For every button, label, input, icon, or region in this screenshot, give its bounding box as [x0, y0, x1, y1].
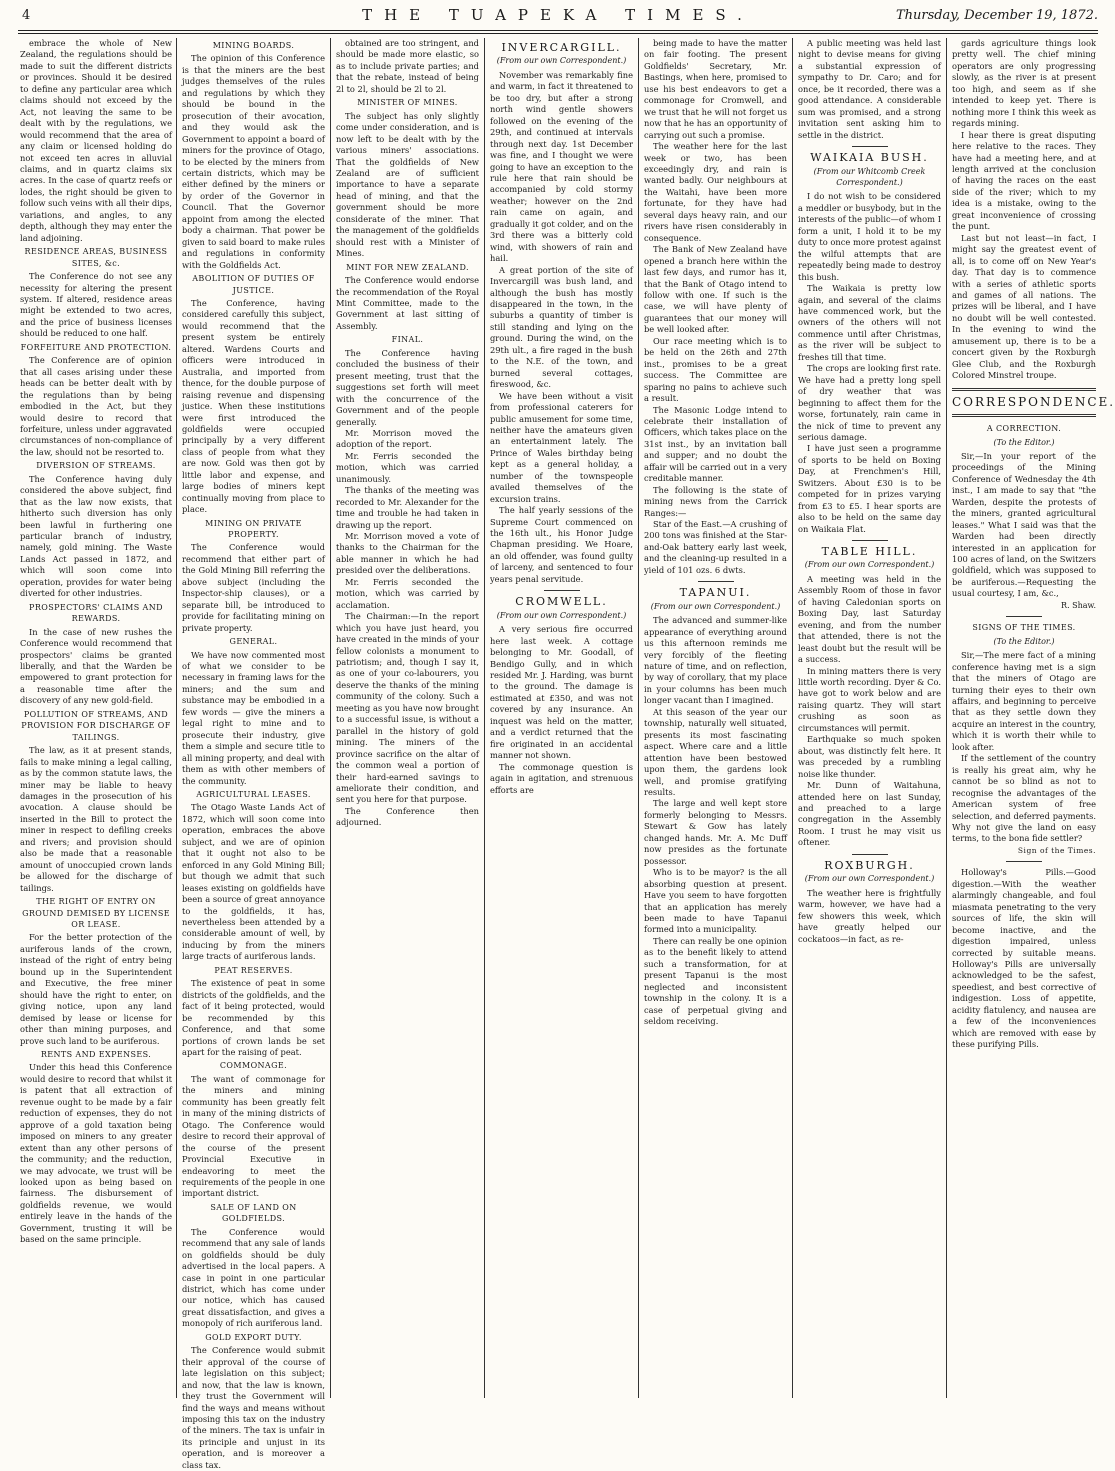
article-paragraph: The advanced and summer-like appearance of everything around us this afternoon reminds me very forcibly of the fleeting nature of time, and on reflection, by way of corollary, that my place in your columns has been much longer vacant than I imagined.	[644, 615, 787, 706]
article-paragraph: We have now commented most of what we consider to be necessary in framing laws for the miners; and the sum and substance may be embodied in a few words — give the miners a legal right to mine and to prosecute their industry, give them a simple and secure title to all mining property, and deal with them as with other members of the community.	[182, 649, 325, 786]
masthead-rule	[18, 30, 1098, 31]
section-heading: MINING ON PRIVATE PROPERTY.	[205, 518, 302, 540]
article-paragraph: The law, as it at present stands, fails to make mining a legal calling, as by the common statute laws, the miner may be liable to heavy damages in the prosecution of his avocation. A clause should be inserted in the Bill to protect the miner in respect to defiling creeks and rivers; and provision should also be made that a reasonable amount of unoccupied crown lands be allowed for the discharge of tailings.	[20, 745, 172, 893]
article-paragraph: The Conference, having considered carefully this subject, would recommend that the present system be entirely altered. Wardens Courts and officers were introduced in Australia, and imported from thence, for the double purpose of raising revenue and dispensing justice. When these institutions were first introduced the goldfields were occupied principally by a very different class of people from what they are now. Gold was then got by little labor and expense, and large bodies of miners kept continually moving from place to place.	[182, 297, 325, 515]
section-rule	[952, 388, 1096, 391]
section-rule	[952, 414, 1096, 417]
column-divider	[330, 38, 331, 1398]
section-heading: ABOLITION OF DUTIES OF JUSTICE.	[192, 274, 315, 295]
article-paragraph: A great portion of the site of Invercargill was bush land, and although the bush has mostly disappeared in the town, in the suburbs a quantity of timber is still standing and lying on the ground. During the wind, on the 29th ult., a fire raged in the bush to the N.E. of the town, and burned several cottages, fireswood, &c.	[490, 264, 633, 390]
section-rule	[1006, 616, 1042, 617]
article-paragraph: A public meeting was held last night to devise means for giving a substantial expression of sympathy to Dr. Caro; and for once, be it recorded, there was a good attendance. A considerable sum was promised, and a strong invitation sent asking him to settle in the district.	[798, 38, 941, 140]
column-1	[20, 38, 172, 1400]
article-paragraph: embrace the whole of New Zealand, the regulations should be made to suit the different districts or provinces. Should it be desired to define any particular area which claims should not exceed by the Act, not leaving the same to be dealt with by the regulations, we would recommend that the area of any claim or licensed holding do not exceed ten acres in alluvial claims, and in quartz claims six acres. In the case of quartz reefs or lodes, the right should be given to follow such veins with all their dips, variations, and angles, to any depth, although they may enter the land adjoining.	[20, 38, 172, 243]
column-divider	[792, 38, 793, 1398]
section-heading: CROMWELL.	[515, 595, 608, 609]
section-heading: AGRICULTURAL LEASES.	[196, 790, 311, 799]
article-paragraph: Last but not least—in fact, I might say the greatest event of all, is to come off on New Year's day. That day is to commence with a series of athletic sports and games of all nations. The prizes will be liberal, and I have no doubt will be well contested. In the evening to wind the amusement up, there is to be a concert given by the Roxburgh Glee Club, and the Roxburgh Colored Minstrel troupe.	[952, 232, 1096, 381]
column-divider	[638, 38, 639, 1398]
article-paragraph: Sir,—The mere fact of a mining conference having met is a sign that the miners of Otago are turning their eyes to their own affairs, and beginning to perceive that as they settle down they acquire an interest in the country, which it is worth their while to look after.	[952, 650, 1096, 752]
article-paragraph: For the better protection of the auriferous lands of the crown, instead of the right of entry being bound up in the Superintendent and Executive, the free miner should have the right to enter, on giving notice, upon any land demised by lease or license for other than mining purposes, and prove such land to be auriferous.	[20, 932, 172, 1046]
section-heading: TAPANUI.	[679, 586, 752, 600]
article-paragraph: The following is the state of mining news from the Carrick Ranges:—	[644, 484, 787, 518]
section-heading: SALE OF LAND ON GOLDFIELDS.	[210, 1202, 297, 1224]
letter-heading: SIGNS OF THE TIMES.	[972, 623, 1076, 633]
article-paragraph: The thanks of the meeting was recorded to Mr. Alexander for the time and trouble he had taken in drawing up the report.	[336, 485, 479, 530]
article-paragraph: The large and well kept store formerly belonging to Messrs. Stewart & Gow has lately changed hands. Mr. A. Mc Duff now presides as the fortunate possessor.	[644, 798, 787, 866]
article-paragraph: The opinion of this Conference is that the miners are the best judges themselves of the rules and regulations by which they should be bound in the prosecution of their avocation, and they would ask the Government to appoint a board of miners for the province of Otago, to be elected by the miners from certain districts, which may be either defined by the miners or by order of the Governor in Council. That the Governor appoint from among the elected body a chairman. That power be given to said board to make rules and regulations in conformity with the Goldfields Act.	[182, 53, 325, 270]
masthead-rule-2	[18, 33, 1098, 34]
newspaper-title: THE TUAPEKA TIMES.	[362, 6, 754, 24]
section-heading: MINT FOR NEW ZEALAND.	[346, 262, 469, 272]
section-heading: MINISTER OF MINES.	[357, 98, 458, 108]
article-paragraph: The Conference would recommend that either part of the Gold Mining Bill referring the above subject (including the Inspector-ship clauses), or a separate bill, be introduced to provide for facilitating mining on private property.	[182, 542, 325, 633]
article-paragraph: The Masonic Lodge intend to celebrate their installation of Officers, which takes place on the 31st inst., by an invitation ball and supper; and no doubt the affair will be carried out in a very creditable manner.	[644, 404, 787, 484]
article-paragraph: Under this head this Conference would desire to record that whilst it is patent that all extraction of revenue ought to be made by a fair reduction of expenses, they do not approve of a gold taxation being imposed on miners to any greater extent than any other persons of the community; and the reduction, we may advocate, we trust will be looked upon as being based on fairness. The disbursement of goldfields revenue, we would entirely leave in the hands of the Government, trusting it will be based on the same principle.	[20, 1062, 172, 1245]
section-heading: RENTS AND EXPENSES.	[40, 1049, 152, 1059]
section-heading: INVERCARGILL.	[501, 41, 622, 54]
article-paragraph: The want of commonage for the miners and mining community has been greatly felt in many of the mining districts of Otago. The Conference would desire to record their approval of the course of the present Provincial Executive in endeavoring to meet the requirements of the people in one important district.	[182, 1073, 325, 1199]
section-heading: WAIKAIA BUSH.	[810, 151, 929, 165]
article-paragraph: I have just seen a programme of sports to be held on Boxing Day, at Frenchmen's Hill, Switzers. About £30 is to be competed for in prizes varying from £3 to £5. I hear sports are also to be held on the same day on Waikaia Flat.	[798, 443, 941, 534]
column-divider	[946, 38, 947, 1398]
article-paragraph: Mr. Morrison moved the adoption of the report.	[336, 427, 479, 450]
section-heading: POLLUTION OF STREAMS, AND PROVISION FOR DISCHARGE OF TAILINGS.	[21, 709, 171, 742]
column-divider	[484, 38, 485, 1398]
section-heading: PEAT RESERVES.	[214, 965, 293, 975]
section-heading: GENERAL.	[229, 637, 278, 647]
article-paragraph: There can really be one opinion as to the benefit likely to attend such a transformation, for at present Tapanui is the most neglected and inconsistent township in the colony. It is a case of perpetual giving and seldom receiving.	[644, 935, 787, 1027]
article-paragraph: At this season of the year our township, naturally well situated, presents its most fascinating aspect. Where care and a little attention have been bestowed upon them, the gardens look well, and promise gratifying results.	[644, 706, 787, 797]
section-heading: CORRESPONDENCE.	[952, 394, 1115, 409]
column-3	[336, 38, 479, 1400]
article-paragraph: The Bank of New Zealand have opened a branch here within the last few days, and rumor has it, that the Bank of Otago intend to follow with one. If such is the case, we will have plenty of guarantees that our money will be well looked after.	[644, 244, 787, 335]
article-paragraph: A meeting was held in the Assembly Room of those in favor of having Caledonian sports on Boxing Day, last Saturday evening, and from the number that attended, there is not the least doubt but the result will be a success.	[798, 573, 941, 665]
section-heading: FORFEITURE AND PROTECTION.	[20, 342, 172, 352]
article-paragraph: The Conference would recommend that any sale of lands on goldfields should be duly advertised in the local papers. A case in point in one particular district, which has come under our notice, which has caused great dissatisfaction, and gives a monopoly of rich auriferous land.	[182, 1226, 325, 1329]
article-paragraph: The Conference are of opinion that all cases arising under these heads can be better dealt with by the regulations than by being embodied in the Act, but they would desire to record that forfeiture, unless under aggravated circumstances of non-compliance of the law, should not be resorted to.	[20, 355, 172, 457]
article-paragraph: The existence of peat in some districts of the goldfields, and the fact of it being protected, would be recommended by this Conference, and that some portions of crown lands be set apart for the raising of peat.	[182, 978, 325, 1057]
section-heading: GOLD EXPORT DUTY.	[205, 1332, 302, 1342]
letter-signature: Sign of the Times.	[1017, 845, 1096, 855]
section-heading: MINING BOARDS.	[212, 41, 295, 50]
masthead	[18, 6, 1098, 30]
section-subheading: (From our own Correspondent.)	[804, 874, 935, 884]
column-5	[644, 38, 787, 1400]
section-heading: DIVERSION OF STREAMS.	[36, 461, 156, 471]
article-paragraph: We have been without a visit from professional caterers for public amusement for some time, neither have the amateurs given an entertainment lately. The Prince of Wales birthday being kept as a general holiday, a number of the townspeople availed themselves of the excursion trains.	[490, 390, 633, 504]
article-paragraph: If the settlement of the country is really his great aim, why he cannot be so blind as not to recognise the advantages of the American system of free selection, and deferred payments. Why not give the land on easy terms, to the bona fide settler?	[952, 753, 1096, 844]
section-subheading: (From our own Correspondent.)	[650, 601, 781, 611]
article-paragraph: Mr. Morrison moved a vote of thanks to the Chairman for the able manner in which he had presided over the deliberations.	[336, 531, 479, 576]
section-rule	[852, 854, 888, 855]
article-paragraph: being made to have the matter on fair footing. The present Goldfields' Secretary, Mr. Bastings, when here, promised to use his best endeavors to get a commonage for Cromwell, and we trust that he will not forget us now that he has an opportunity of carrying out such a promise.	[644, 38, 787, 140]
column-7	[952, 38, 1115, 1400]
section-subheading: (From our Whitcomb Creek Correspondent.)	[813, 166, 926, 187]
section-heading: THE RIGHT OF ENTRY ON GROUND DEMISED BY LICENSE OR LEASE.	[22, 897, 170, 929]
section-heading: RESIDENCE AREAS, BUSINESS SITES, &c.	[24, 247, 168, 268]
article-paragraph: gards agriculture things look pretty well. The chief mining operators are only progressing slowly, as the river is at present too high, and seem as if she intended to keep yet. There is nothing more I think this week as regards mining.	[952, 38, 1096, 129]
article-paragraph: obtained are too stringent, and should be made more elastic, so as to include private parties; and that the rebate, instead of being 2l to 2l, should be 2l to 2l.	[336, 38, 479, 94]
column-2	[182, 38, 325, 1470]
column-4	[490, 38, 633, 1400]
letter-signature: R. Shaw.	[1061, 600, 1096, 610]
article-paragraph: I hear there is great disputing here relative to the races. They have had a meeting here, and at length arrived at the conclusion of having the races on the east side of the river; which to my idea is a mistake, owing to the great inconvenience of crossing the punt.	[952, 129, 1096, 232]
letter-subheading: (To the Editor.)	[993, 636, 1055, 646]
section-subheading: (From our own Correspondent.)	[804, 560, 935, 570]
section-heading: TABLE HILL.	[821, 545, 918, 559]
article-paragraph: The Otago Waste Lands Act of 1872, which will soon come into operation, embraces the above subject, and we are of opinion that it ought not also to be enforced in any Gold Mining Bill; but though we admit that such leases existing on goldfields have been a source of great annoyance to the goldfields, it has, nevertheless been attended by a considerable amount of well, by inducing by from the miners large tracts of auriferous lands.	[182, 802, 325, 962]
page-number: 4	[22, 8, 31, 23]
article-paragraph: Mr. Ferris seconded the motion, which was carried by acclamation.	[336, 576, 479, 610]
column-divider	[176, 38, 177, 1398]
article-paragraph: The commonage question is again in agitation, and strenuous efforts are	[490, 761, 633, 795]
article-paragraph: Mr. Dunn of Waitahuna, attended here on last Sunday, and preached to a large congregation in the Assembly Room. I trust he may visit us oftener.	[798, 780, 941, 848]
section-subheading: (From our own Correspondent.)	[496, 56, 627, 66]
article-paragraph: The weather here for the last week or two, has been exceedingly dry, and rain is wanted badly. Our neighbours at the Waitahi, have been more fortunate, for they have had several days heavy rain, and our rivers have risen considerably in consequence.	[644, 141, 787, 243]
section-subheading: (From our own Correspondent.)	[496, 610, 627, 620]
article-paragraph: I do not wish to be considered a meddler or busybody, but in the interests of the public—of whom I form a unit, I hold it to be my duty to once more protest against the wilful attempts that are repeatedly being made to destroy this bush.	[798, 191, 941, 282]
article-paragraph: The Conference do not see any necessity for altering the present system. If altered, residence areas might be extended to two acres, and the price of business licenses should be reduced to one half.	[20, 271, 172, 339]
article-paragraph: A very serious fire occurred here last week. A cottage belonging to Mr. Goodall, of Bendigo Gully, and in which resided Mr. J. Harding, was burnt to the ground. The damage is estimated at £350, and was not covered by any insurance. An inquest was held on the matter, and a verdict returned that the fire originated in an accidental manner not shown.	[490, 624, 633, 761]
article-paragraph: In the case of new rushes the Conference would recommend that prospectors' claims be granted liberally, and that the Warden be empowered to grant protection for a reasonable time after the discovery of any new gold-field.	[20, 626, 172, 706]
section-rule	[544, 590, 580, 591]
article-paragraph: Earthquake so much spoken about, was distinctly felt here. It was preceded by a rumbling noise like thunder.	[798, 734, 941, 779]
issue-date: Thursday, December 19, 1872.	[895, 8, 1098, 23]
section-rule	[1006, 861, 1042, 862]
article-paragraph: The Conference would submit their approval of the course of late legislation on this subject; and now, that the law is known, they trust the Government will find the ways and means without imposing this tax on the industry of the miners. The tax is unfair in its principle and unjust in its operation, and is moreover a class tax.	[182, 1345, 325, 1470]
section-heading: ROXBURGH.	[824, 858, 915, 872]
article-paragraph: Star of the East.—A crushing of 200 tons was finished at the Star-and-Oak battery early last week, and the cleaning-up resulted in a yield of 101 ozs. 6 dwts.	[644, 519, 787, 575]
article-paragraph: In mining matters there is very little worth recording. Dyer & Co. have got to work below and are raising quartz. They will start crushing as soon as circumstances will permit.	[798, 665, 941, 733]
article-paragraph: Our race meeting which is to be held on the 26th and 27th inst., promises to be a great success. The Committee are sparing no pains to achieve such a result.	[644, 335, 787, 404]
section-heading: PROSPECTORS' CLAIMS AND REWARDS.	[29, 602, 163, 624]
section-rule	[852, 146, 888, 147]
letter-subheading: (To the Editor.)	[993, 437, 1055, 447]
article-paragraph: The crops are looking first rate. We have had a pretty long spell of dry weather that was beginning to affect them for the worse, fortunately, rain came in the nick of time to prevent any serious damage.	[798, 363, 941, 442]
article-paragraph: The weather here is frightfully warm, however, we have had a few showers this week, which have greatly helped our cockatoos—in fact, as re-	[798, 887, 941, 944]
article-paragraph: Sir,—In your report of the proceedings of the Mining Conference of Wednesday the 4th inst., I am made to say that "the Warden, despite the protests of the miners, granted agricultural leases." What I said was that the Warden had been directly interested in an application for 100 acres of land, on the Switzers goldfield, which was supposed to be auriferous.—Requesting the usual courtesy, I am, &c.,	[952, 450, 1096, 599]
section-heading: FINAL.	[391, 335, 424, 345]
article-paragraph: The Waikaia is pretty low again, and several of the claims have commenced work, but the owners of the others will not commence until after Christmas, as the river will be subject to freshes till that time.	[798, 283, 941, 362]
article-paragraph: November was remarkably fine and warm, in fact it threatened to be too dry, but after a strong north wind gentle showers followed on the evening of the 29th, and continued at intervals through next day. 1st December was fine, and I thought we were going to have an exception to the rule here that rain should be accompanied by cold stormy weather; however on the 2nd rain came on again, and gradually it got colder, and on the 3rd there was a bitterly cold wind, with showers of rain and hail.	[490, 69, 634, 264]
article-paragraph: The Conference having concluded the business of their present meeting, trust that the suggestions set forth will meet with the concurrence of the Government and of the people generally.	[336, 347, 479, 427]
article-paragraph: The Conference having duly considered the above subject, find that as the law now exists, that hitherto such diversion has only been lawful in furthering one particular branch of industry, namely, gold mining. The Waste Lands Act passed in 1872, and which will soon come into operation, provides for water being diverted for other industries.	[20, 473, 172, 599]
section-heading: COMMONAGE.	[219, 1061, 288, 1071]
article-paragraph: The Conference then adjourned.	[336, 805, 479, 828]
article-paragraph: The subject has only slightly come under consideration, and is now left to be dealt with by the various miners' associations. That the goldfields of New Zealand are of sufficient importance to have a separate head of mining, and that the government should be more considerate of the miner. That the management of the goldfields should rest with a Minister of Mines.	[336, 110, 479, 259]
section-rule	[852, 540, 888, 541]
article-paragraph: The Chairman:—In the report which you have just heard, you have created in the minds of your fellow colonists a monument to patriotism; and, though I say it, as one of your co-labourers, you deserve the thanks of the mining community of the colony. Such a meeting as you have now brought to a successful issue, is without a parallel in the history of gold mining. The miners of the province sacrifice on the altar of the common weal a portion of their hard-earned savings to ameliorate their condition, and sent you here for that purpose.	[336, 611, 479, 805]
article-paragraph: The Conference would endorse the recommendation of the Royal Mint Committee, made to the Government at last sitting of Assembly.	[336, 275, 479, 331]
article-paragraph: Mr. Ferris seconded the motion, which was carried unanimously.	[336, 450, 479, 484]
article-paragraph: The half yearly sessions of the Supreme Court commenced on the 16th ult., his Honor Judge Chapman presiding. We Hoare, an old offender, was found guilty of larceny, and sentenced to four years penal servitude.	[490, 505, 633, 584]
article-paragraph: Who is to be mayor? is the all absorbing question at present. Have you seem to have forgotten that an application has merely been made to have Tapanui formed into a municipality.	[644, 867, 787, 935]
section-rule	[698, 581, 734, 582]
advertisement-paragraph: Holloway's Pills.—Good digestion.—With the weather alarmingly changeable, and foul miasmata penetrating to the very sources of life, the skin will become inactive, and the digestion impaired, unless corrected by suitable means. Holloway's Pills are universally acknowledged to be the safest, speediest, and best corrective of indigestion. Loss of appetite, acidity flatulency, and nausea are a few of the inconveniences which are removed with ease by these purifying Pills.	[952, 867, 1096, 1050]
column-6	[798, 38, 941, 1400]
letter-heading: A CORRECTION.	[986, 424, 1062, 434]
